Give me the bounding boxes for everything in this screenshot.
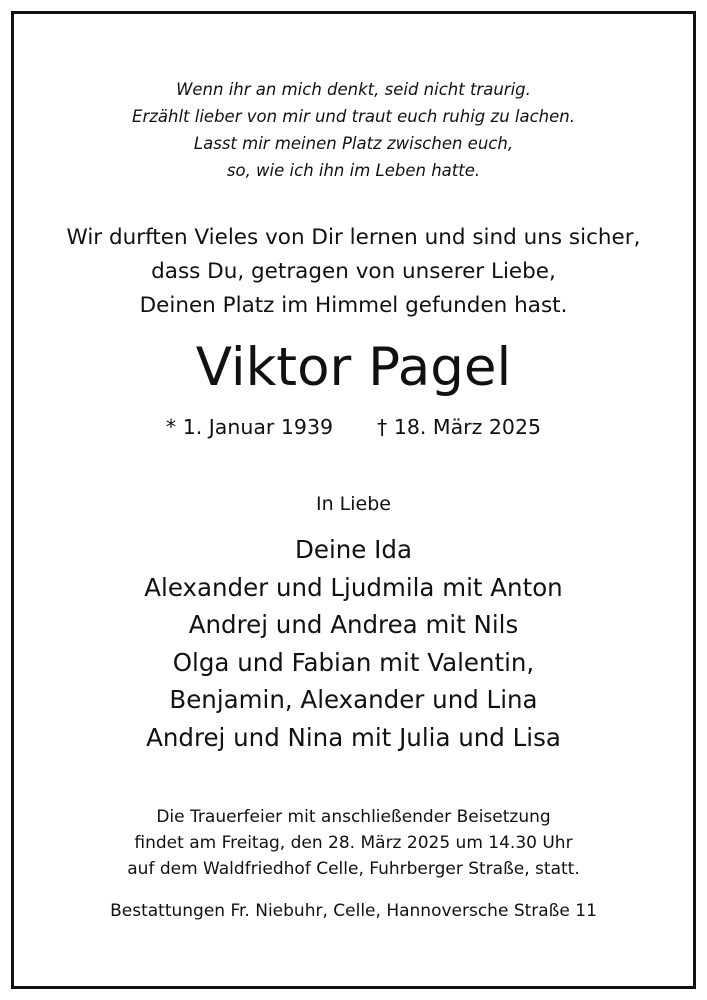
birth-date: * 1. Januar 1939	[165, 415, 334, 439]
poem	[0, 76, 707, 184]
mourner-line: Alexander und Ljudmila mit Anton	[144, 572, 563, 602]
mourner-line: Deine Ida	[295, 535, 412, 564]
mourner-line: Andrej und Nina mit Julia und Lisa	[146, 722, 561, 752]
tribute-line: dass Du, getragen von unserer Liebe,	[151, 259, 556, 284]
funeral-details	[0, 804, 707, 882]
deceased-name: Viktor Pagel	[195, 337, 512, 398]
death-date: † 18. März 2025	[377, 415, 542, 439]
poem-line: so, wie ich ihn im Leben hatte.	[226, 161, 481, 180]
funeral-line: Die Trauerfeier mit anschließender Beisetzung	[156, 807, 551, 827]
funeral-line: findet am Freitag, den 28. März 2025 um 14.30 Uhr	[134, 833, 573, 853]
poem-line: Lasst mir meinen Platz zwischen euch,	[193, 134, 514, 153]
mourner-line: Andrej und Andrea mit Nils	[188, 610, 519, 639]
tribute-text	[0, 221, 707, 323]
mourner-line: Benjamin, Alexander und Lina	[169, 685, 538, 714]
mourner-line: Olga und Fabian mit Valentin,	[172, 647, 535, 677]
life-dates	[0, 411, 707, 443]
tribute-line: Deinen Platz im Himmel gefunden hast.	[139, 293, 568, 318]
undertaker-info: Bestattungen Fr. Niebuhr, Celle, Hannoversche Straße 11	[110, 901, 597, 921]
poem-line: Erzählt lieber von mir und traut euch ruhig zu lachen.	[132, 107, 575, 126]
tribute-line: Wir durften Vieles von Dir lernen und sind uns sicher,	[66, 225, 641, 250]
poem-line: Wenn ihr an mich denkt, seid nicht traurig.	[176, 80, 531, 99]
mourners-intro: In Liebe	[316, 493, 391, 515]
mourners-list	[0, 531, 707, 756]
funeral-line: auf dem Waldfriedhof Celle, Fuhrberger Straße, statt.	[127, 859, 580, 879]
